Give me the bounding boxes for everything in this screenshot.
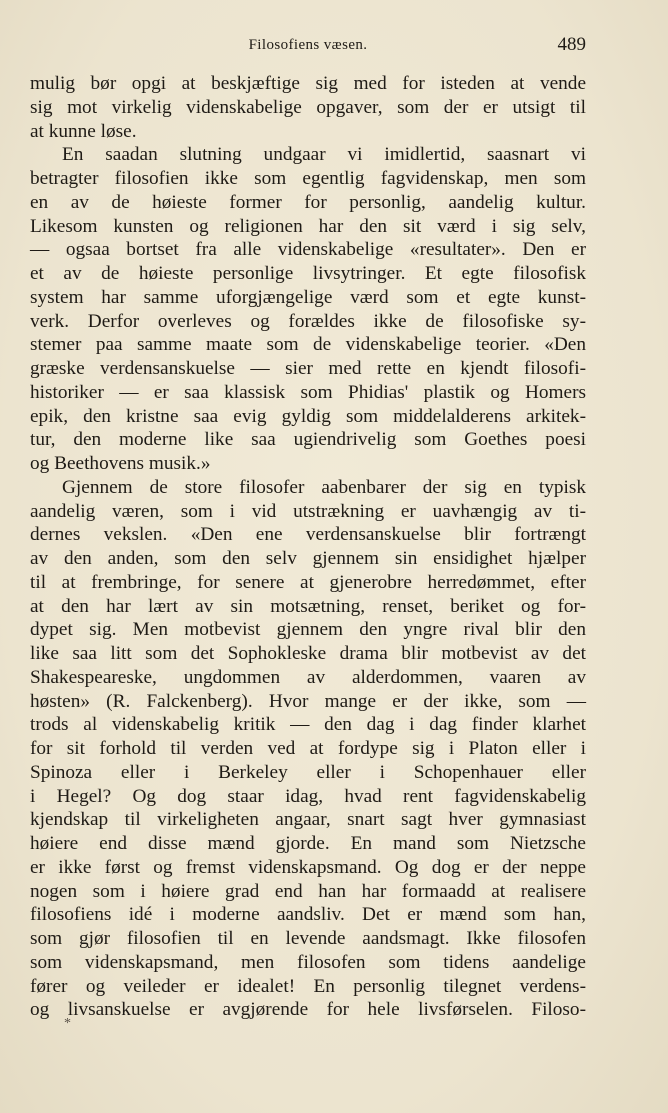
page-header bbox=[30, 34, 586, 58]
text-line: epik, den kristne saa evig gyldig som middelalderens arkitek- bbox=[30, 405, 586, 427]
text-line: stemer paa samme maate som de videnskabelige teorier. «Den bbox=[30, 334, 586, 356]
text-line: græske verdensanskuelse — sier med rette en kjendt filosofi- bbox=[30, 358, 586, 379]
body-text bbox=[30, 72, 586, 1022]
text-line: høsten» (R. Falckenberg). Hvor mange er der ikke, som — bbox=[30, 690, 586, 712]
text-line: som gjør filosofien til en levende aandsmagt. Ikke filosofen bbox=[30, 928, 586, 949]
text-line: som videnskapsmand, men filosofen som tidens aandelige bbox=[30, 951, 586, 973]
text-line: at kunne løse. bbox=[30, 120, 137, 142]
text-line: trods al videnskabelig kritik — den dag i dag finder klarhet bbox=[30, 714, 586, 736]
text-line: er ikke først og fremst videnskapsmand. Og dog er der neppe bbox=[30, 856, 586, 878]
text-line: Shakespeareske, ungdommen av alderdommen, vaaren av bbox=[30, 666, 586, 688]
text-line: Spinoza eller i Berkeley eller i Schopenhauer eller bbox=[30, 761, 586, 783]
text-line: Gjennem de store filosofer aabenbarer der sig en typisk bbox=[62, 476, 586, 498]
text-line: at den har lært av sin motsætning, renset, beriket og for- bbox=[30, 595, 586, 617]
text-line: mulig bør opgi at beskjæftige sig med for isteden at vende bbox=[30, 73, 586, 94]
text-line: historiker — er saa klassisk som Phidias' plastik og Homers bbox=[30, 381, 586, 403]
text-line: system har samme uforgjængelige værd som et egte kunst- bbox=[30, 286, 586, 308]
text-line: i Hegel? Og dog staar idag, hvad rent fagvidenskabelig bbox=[30, 785, 586, 807]
text-line: dypet sig. Men motbevist gjennem den yngre rival blir den bbox=[30, 619, 586, 641]
running-title: Filosofiens væsen. bbox=[248, 37, 368, 53]
text-line: og livsanskuelse er avgjørende for hele livsførselen. Filoso- bbox=[30, 999, 586, 1021]
page-number: 489 bbox=[557, 34, 586, 55]
text-line: fører og veileder er idealet! En personlig tilegnet verdens- bbox=[30, 975, 586, 997]
text-line: nogen som i høiere grad end han har formaadd at realisere bbox=[30, 880, 586, 902]
text-line: en av de høieste former for personlig, aandelig kultur. bbox=[30, 191, 586, 213]
text-line: og Beethovens musik.» bbox=[30, 453, 211, 474]
text-line: dernes vekslen. «Den ene verdensanskuelse blir fortrængt bbox=[30, 524, 586, 546]
text-line: aandelig væren, som i vid utstrækning er uavhængig av ti- bbox=[30, 500, 586, 522]
text-line: betragter filosofien ikke som egentlig fagvidenskap, men som bbox=[30, 168, 586, 189]
text-line: En saadan slutning undgaar vi imidlertid, saasnart vi bbox=[62, 144, 586, 166]
text-line: like saa litt som det Sophokleske drama blir motbevist av det bbox=[30, 643, 586, 664]
text-line: filosofiens idé i moderne aandsliv. Det er mænd som han, bbox=[30, 904, 586, 926]
footer-asterisk-mark: * bbox=[64, 1016, 71, 1031]
text-line: høiere end disse mænd gjorde. En mand som Nietzsche bbox=[30, 833, 586, 854]
text-line: tur, den moderne like saa ugiendrivelig som Goethes poesi bbox=[30, 429, 586, 451]
text-line: — ogsaa bortset fra alle videnskabelige «resultater». Den er bbox=[30, 239, 586, 261]
text-line: til at frembringe, for senere at gjenerobre herredømmet, efter bbox=[30, 571, 586, 593]
text-line: av den anden, som den selv gjennem sin ensidighet hjælper bbox=[30, 548, 586, 569]
text-line: et av de høieste personlige livsytringer. Et egte filosofisk bbox=[30, 263, 586, 284]
text-line: verk. Derfor overleves og forældes ikke de filosofiske sy- bbox=[30, 310, 586, 332]
text-line: sig mot virkelig videnskabelige opgaver, som der er utsigt til bbox=[30, 96, 586, 118]
text-line: Likesom kunsten og religionen har den sit værd i sig selv, bbox=[30, 215, 586, 237]
text-line: for sit forhold til verden ved at fordype sig i Platon eller i bbox=[30, 738, 586, 759]
text-line: kjendskap til virkeligheten angaar, snart sagt hver gymnasiast bbox=[30, 809, 586, 831]
